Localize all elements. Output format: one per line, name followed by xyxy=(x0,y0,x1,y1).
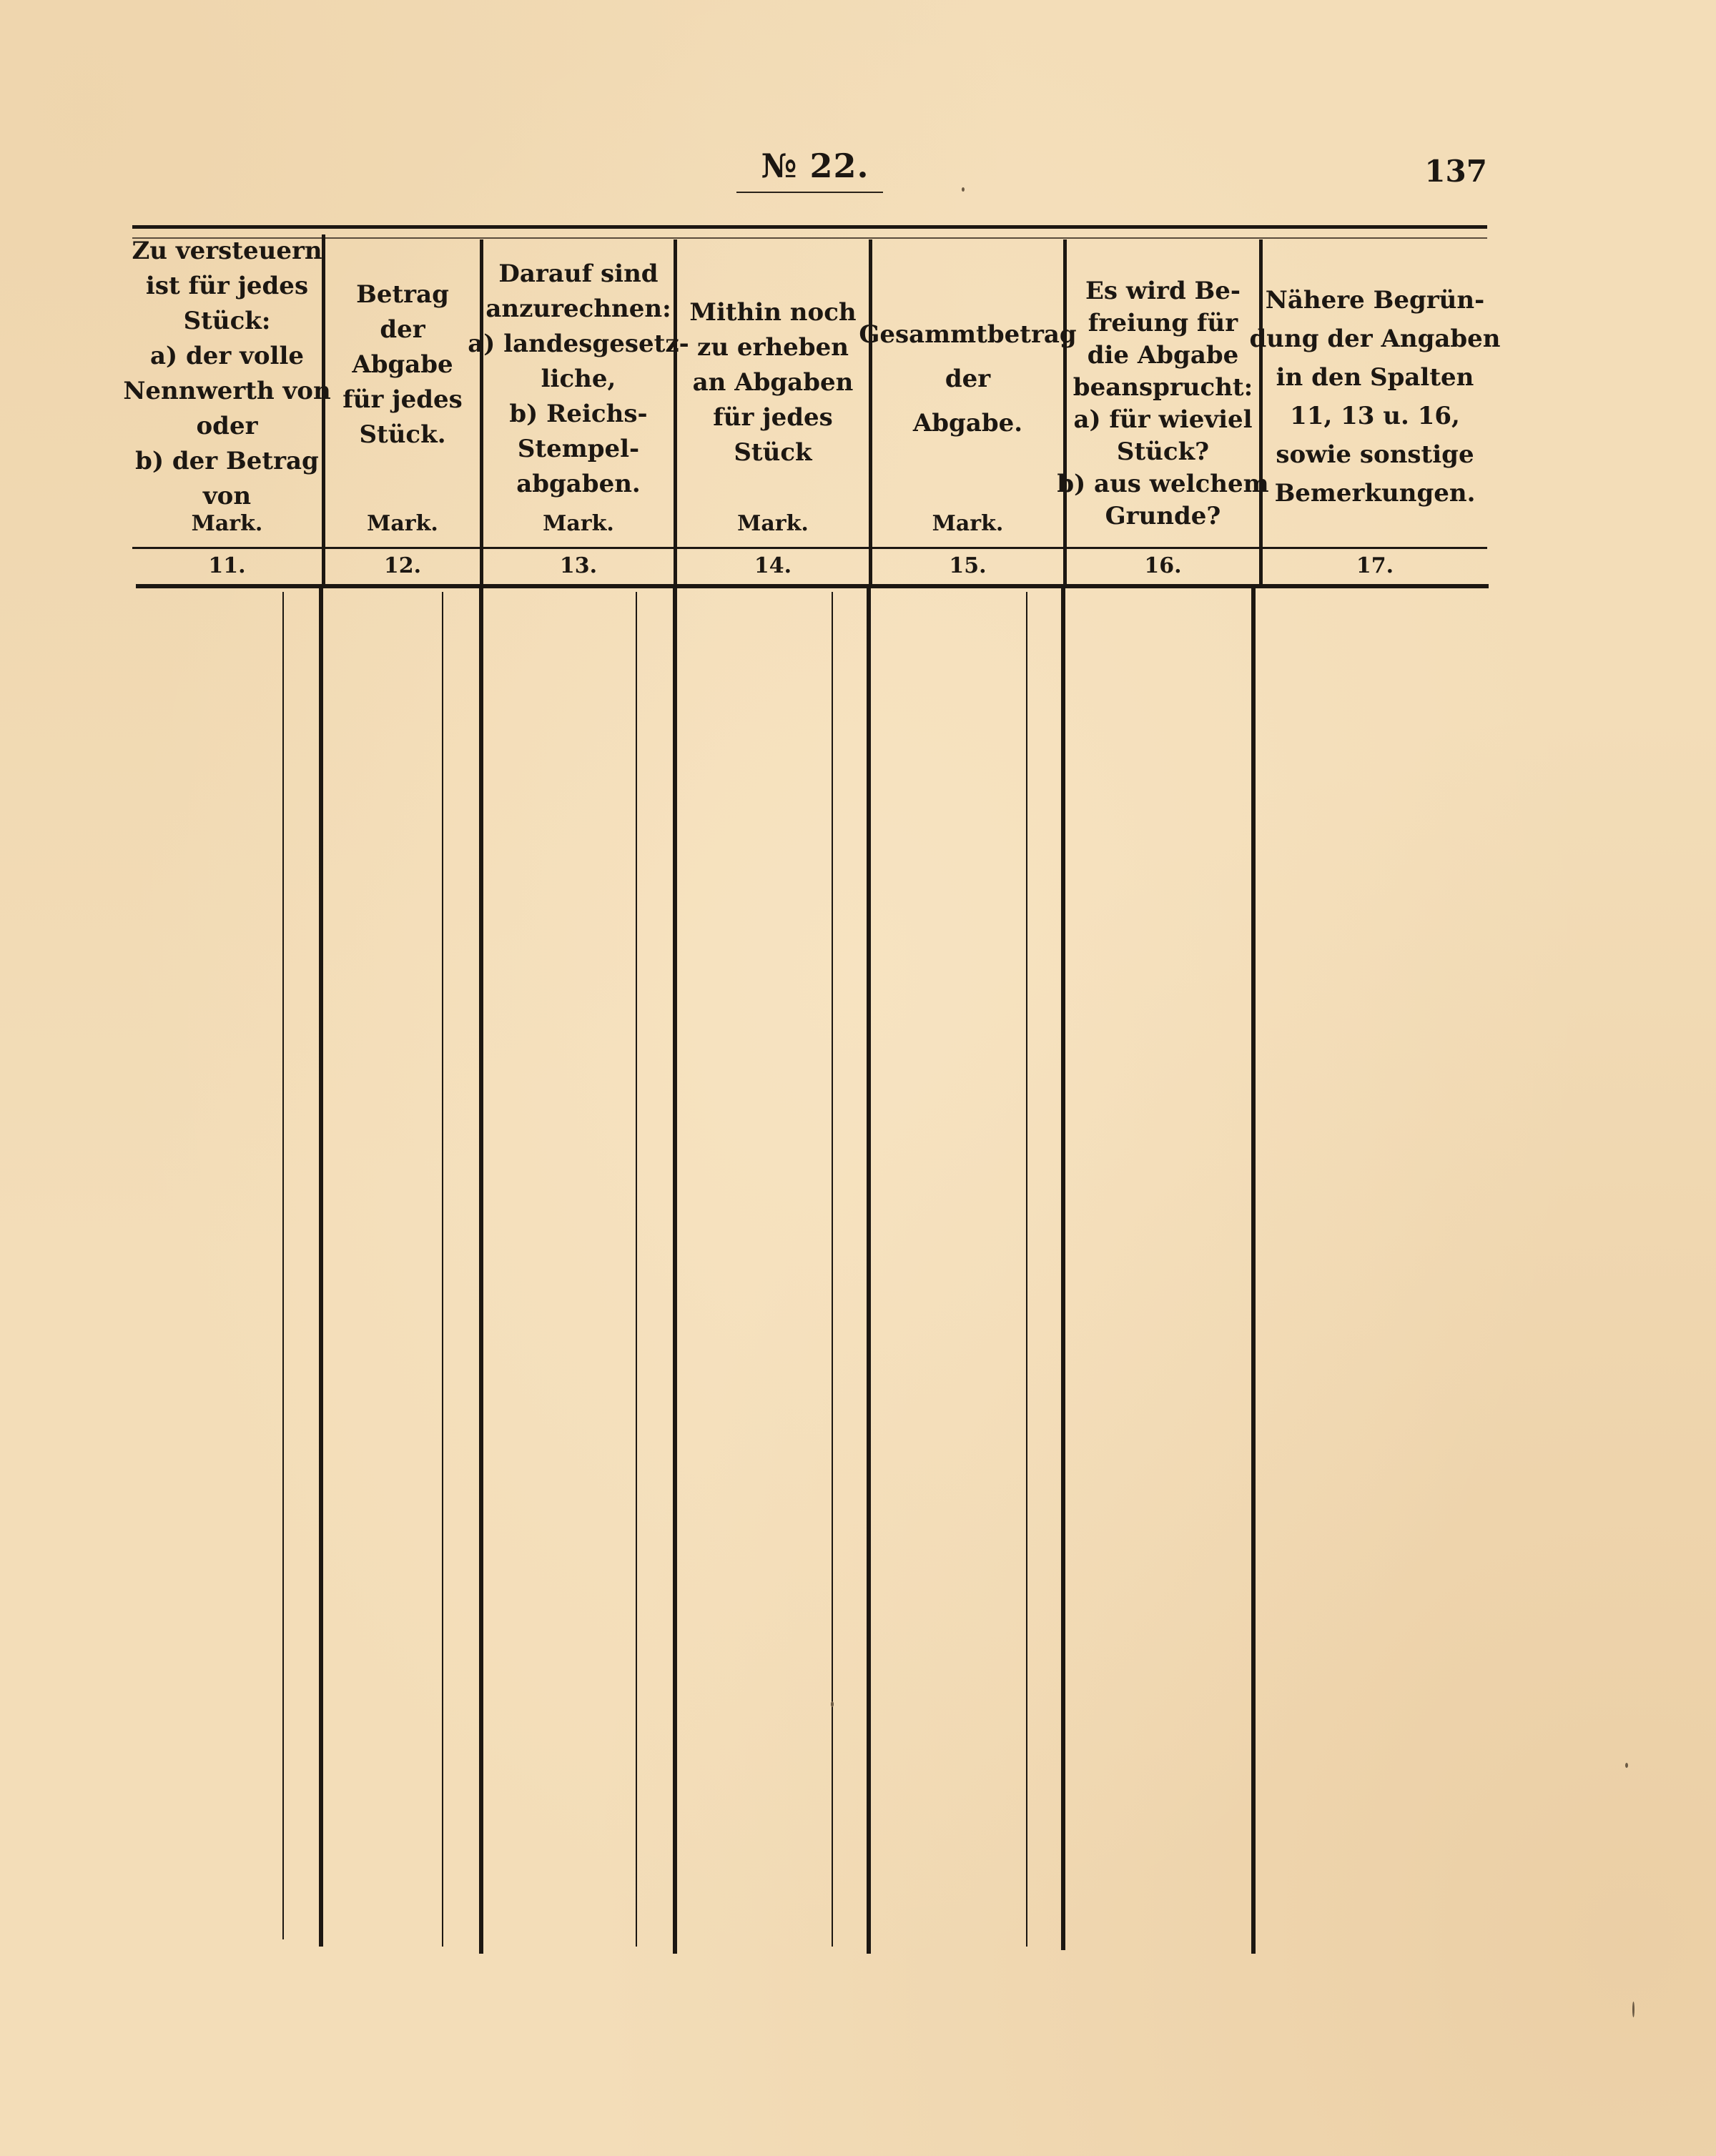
unit-label-12: Mark. xyxy=(367,511,438,536)
heading-line: Stück. xyxy=(359,420,446,449)
heading-line: b) Reichs- xyxy=(509,399,648,428)
heading-line: sowie sonstige xyxy=(1276,440,1474,469)
body-divider-1 xyxy=(319,588,323,1947)
heading-line: Gesammtbetrag xyxy=(859,320,1077,349)
column-heading-16 xyxy=(1057,268,1269,540)
body-subdivider-13 xyxy=(636,592,637,1947)
heading-line: Stempel- xyxy=(517,434,640,463)
column-heading-11 xyxy=(123,236,331,510)
unit-label-13: Mark. xyxy=(543,511,614,536)
body-subdivider-11 xyxy=(282,592,284,1939)
column-number-11: 11. xyxy=(208,553,246,578)
column-number-16: 16. xyxy=(1144,553,1182,578)
body-subdivider-15 xyxy=(1026,592,1027,1947)
column-heading-12 xyxy=(325,257,480,472)
heading-line: Zu versteuern xyxy=(132,236,322,265)
column-number-13: 13. xyxy=(559,553,598,578)
heading-line: Bemerkungen. xyxy=(1274,479,1476,508)
paper-speck xyxy=(831,1701,834,1707)
heading-line: a) der volle xyxy=(149,341,304,370)
column-heading-14 xyxy=(677,275,869,490)
heading-line: a) für wieviel xyxy=(1073,405,1253,434)
heading-line: Betrag xyxy=(356,280,449,309)
body-subdivider-14 xyxy=(832,592,833,1947)
column-heading-15 xyxy=(859,300,1077,458)
heading-line: dung der Angaben xyxy=(1249,325,1501,353)
heading-line: für jedes xyxy=(713,402,833,432)
heading-line: Grunde? xyxy=(1105,502,1221,530)
heading-line: in den Spalten xyxy=(1276,363,1474,392)
column-number-rule xyxy=(136,584,1489,588)
unit-label-15: Mark. xyxy=(932,511,1004,536)
heading-line: b) aus welchem xyxy=(1057,470,1269,498)
column-number-17: 17. xyxy=(1356,553,1394,578)
paper-speck xyxy=(1625,1763,1628,1768)
body-divider-4 xyxy=(867,588,871,1954)
heading-line: 11, 13 u. 16, xyxy=(1290,402,1460,430)
top-rule xyxy=(132,225,1487,229)
body-divider-2 xyxy=(479,588,483,1954)
column-heading-17 xyxy=(1249,279,1501,515)
heading-line: an Abgaben xyxy=(692,367,854,397)
top-rule-thin xyxy=(132,237,1487,239)
heading-line: liche, xyxy=(541,364,616,393)
page-title: № 22. xyxy=(761,147,869,185)
heading-line: abgaben. xyxy=(516,469,641,498)
heading-line: für jedes xyxy=(342,385,463,414)
heading-line: Stück: xyxy=(183,306,271,335)
paper-speck xyxy=(962,187,965,192)
body-divider-6 xyxy=(1251,588,1256,1954)
heading-line: freiung für xyxy=(1088,309,1238,337)
heading-line: a) landesgesetz- xyxy=(468,329,689,358)
column-heading-13 xyxy=(468,257,689,500)
heading-line: ist für jedes xyxy=(145,271,309,300)
title-underline xyxy=(736,192,883,193)
page-number: 137 xyxy=(1424,154,1487,189)
heading-line: die Abgabe xyxy=(1087,341,1239,370)
heading-line: Nennwerth von xyxy=(123,376,331,405)
heading-line: Nähere Begrün- xyxy=(1265,286,1485,315)
heading-line: Abgabe xyxy=(352,350,453,379)
column-number-12: 12. xyxy=(383,553,422,578)
heading-line: zu erheben xyxy=(697,332,849,362)
heading-line: Stück xyxy=(734,437,812,467)
heading-line: Es wird Be- xyxy=(1085,277,1241,305)
heading-line: beansprucht: xyxy=(1072,373,1253,402)
heading-line: Mithin noch xyxy=(689,297,857,327)
heading-line: Stück? xyxy=(1116,437,1210,466)
heading-line: oder xyxy=(196,411,258,440)
heading-line: von xyxy=(202,481,252,510)
body-subdivider-12 xyxy=(442,592,443,1947)
heading-line: der xyxy=(945,365,991,393)
heading-line: Darauf sind xyxy=(498,259,659,288)
heading-line: Abgabe. xyxy=(912,409,1023,437)
unit-label-11: Mark. xyxy=(191,511,263,536)
header-rule xyxy=(132,547,1487,549)
heading-line: der xyxy=(380,315,425,344)
body-divider-5 xyxy=(1061,588,1065,1950)
body-divider-3 xyxy=(673,588,677,1954)
heading-line: anzurechnen: xyxy=(485,294,671,323)
heading-line: b) der Betrag xyxy=(135,446,319,475)
column-number-15: 15. xyxy=(949,553,987,578)
paper-speck xyxy=(1632,2002,1634,2017)
column-number-14: 14. xyxy=(754,553,792,578)
unit-label-14: Mark. xyxy=(737,511,809,536)
